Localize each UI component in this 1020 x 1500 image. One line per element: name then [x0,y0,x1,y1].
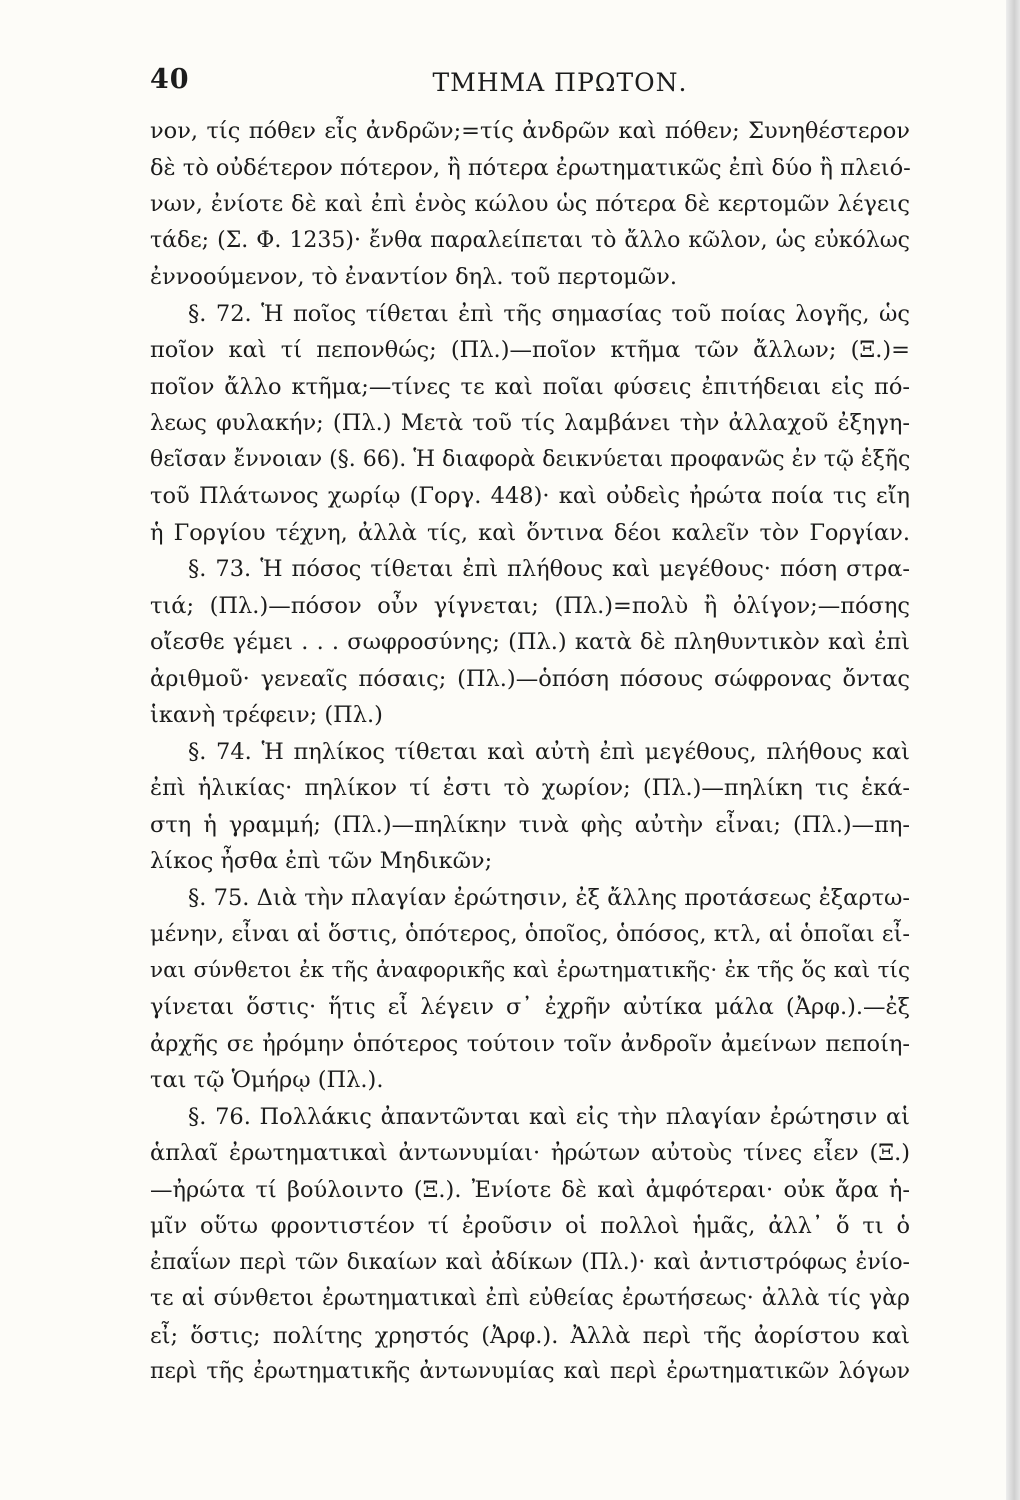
text-line: §. 74. Ἡ πηλίκος τίθεται καὶ αὐτὴ ἐπὶ μεγέθους, πλήθους καὶ [188,738,910,765]
text-line: ἐπαΐων περὶ τῶν δικαίων καὶ ἀδίκων (Πλ.)· καὶ ἀντιστρόφως ἐνίο- [150,1249,910,1275]
text-line: ἐπὶ ἡλικίας· πηλίκον τί ἐστι τὸ χωρίον; (Πλ.)—πηλίκη τις ἑκά- [150,775,910,801]
page-header [150,64,910,104]
text-line: στη ἡ γραμμή; (Πλ.)—πηλίκην τινὰ φὴς αὐτὴν εἶναι; (Πλ.)—πη- [150,811,910,838]
text-line: περὶ τῆς ἐρωτηματικῆς ἀντωνυμίας καὶ περὶ ἐρωτηματικῶν λόγων [150,1359,910,1384]
text-line: δὲ τὸ οὐδέτερον πότερον, ἢ πότερα ἐρωτηματικῶς ἐπὶ δύο ἢ πλειό- [150,154,911,181]
page-binding-edge [1006,0,1020,1500]
text-line: ναι σύνθετοι ἐκ τῆς ἀναφορικῆς καὶ ἐρωτηματικῆς· ἐκ τῆς ὅς καὶ τίς [150,957,910,983]
text-line: οἴεσθε γέμει . . . σωφροσύνης; (Πλ.) κατὰ δὲ πληθυντικὸν καὶ ἐπὶ [150,629,910,655]
text-line: ἡ Γοργίου τέχνη, ἀλλὰ τίς, καὶ ὅντινα δέοι καλεῖν τὸν Γοργίαν. [150,519,910,546]
page-number: 40 [150,64,190,95]
text-line: λεως φυλακήν; (Πλ.) Μετὰ τοῦ τίς λαμβάνει τὴν ἀλλαχοῦ ἐξηγη- [150,410,910,436]
text-line: λίκος ἦσθα ἐπὶ τῶν Μηδικῶν; [150,848,493,874]
text-line: ἀρχῆς σε ἠρόμην ὁπότερος τούτοιν τοῖν ἀνδροῖν ἀμείνων πεποίη- [150,1030,910,1057]
text-line: §. 73. Ἡ πόσος τίθεται ἐπὶ πλήθους καὶ μεγέθους· πόση στρα- [188,556,910,582]
text-line: ποῖον καὶ τί πεπονθώς; (Πλ.)—ποῖον κτῆμα τῶν ἄλλων; (Ξ.)= [150,337,910,363]
text-line: νων, ἐνίοτε δὲ καὶ ἐπὶ ἑνὸς κώλου ὡς πότερα δὲ κερτομῶν λέγεις [150,191,910,217]
text-line: ἱκανὴ τρέφειν; (Πλ.) [150,702,383,728]
text-line: θεῖσαν ἔννοιαν (§. 66). Ἡ διαφορὰ δεικνύεται προφανῶς ἐν τῷ ἑξῆς [150,446,911,472]
text-line: γίνεται ὅστις· ἥτις εἶ λέγειν σ᾽ ἐχρῆν αὐτίκα μάλα (Ἀρφ.).—ἐξ [150,994,910,1020]
text-line: τάδε; (Σ. Φ. 1235)· ἔνθα παραλείπεται τὸ ἄλλο κῶλον, ὡς εὐκόλως [150,227,910,253]
text-line: τιά; (Πλ.)—πόσον οὖν γίγνεται; (Πλ.)=πολὺ ἢ ὀλίγον;—πόσης [150,592,910,619]
text-line: ται τῷ Ὁμήρῳ (Πλ.). [150,1067,384,1093]
text-line: ἐννοούμενον, τὸ ἐναντίον δηλ. τοῦ περτομῶν. [150,264,677,290]
text-line: εἶ; ὅστις; πολίτης χρηστός (Ἀρφ.). Ἀλλὰ περὶ τῆς ἀορίστου καὶ [150,1322,910,1349]
text-line: νον, τίς πόθεν εἶς ἀνδρῶν;=τίς ἀνδρῶν καὶ πόθεν; Συνηθέστερον [150,118,910,144]
text-line: τοῦ Πλάτωνος χωρίῳ (Γοργ. 448)· καὶ οὐδεὶς ἠρώτα ποία τις εἴη [150,483,910,509]
text-line: —ἠρώτα τί βούλοιντο (Ξ.). Ἐνίοτε δὲ καὶ ἀμφότεραι· οὐκ ἄρα ἡ- [150,1176,910,1203]
text-line: μένην, εἶναι αἱ ὅστις, ὁπότερος, ὁποῖος, ὁπόσος, κτλ, αἱ ὁποῖαι εἶ- [150,921,910,947]
text-line: §. 76. Πολλάκις ἀπαντῶνται καὶ εἰς τὴν πλαγίαν ἐρώτησιν αἱ [188,1103,910,1130]
text-line: τε αἱ σύνθετοι ἐρωτηματικαὶ ἐπὶ εὐθείας ἐρωτήσεως· ἀλλὰ τίς γὰρ [150,1286,910,1311]
running-head: ΤΜΗΜΑ ΠΡΩΤΟΝ. [432,68,688,97]
text-line: μῖν οὕτω φροντιστέον τί ἐροῦσιν οἱ πολλοὶ ἡμᾶς, ἀλλ᾽ ὅ τι ὁ [150,1213,910,1239]
text-line: ποῖον ἄλλο κτῆμα;—τίνες τε καὶ ποῖαι φύσεις ἐπιτήδειαι εἰς πό- [150,373,910,400]
text-line: ἁπλαῖ ἐρωτηματικαὶ ἀντωνυμίαι· ἠρώτων αὐτοὺς τίνες εἶεν (Ξ.) [150,1140,910,1166]
text-line: ἀριθμοῦ· γενεαῖς πόσαις; (Πλ.)—ὁπόση πόσους σώφρονας ὄντας [150,665,910,692]
body-text [150,113,910,1391]
text-line: §. 75. Διὰ τὴν πλαγίαν ἐρώτησιν, ἐξ ἄλλης προτάσεως ἐξαρτω- [188,884,910,911]
text-line: §. 72. Ἡ ποῖος τίθεται ἐπὶ τῆς σημασίας τοῦ ποίας λογῆς, ὡς [188,300,910,327]
